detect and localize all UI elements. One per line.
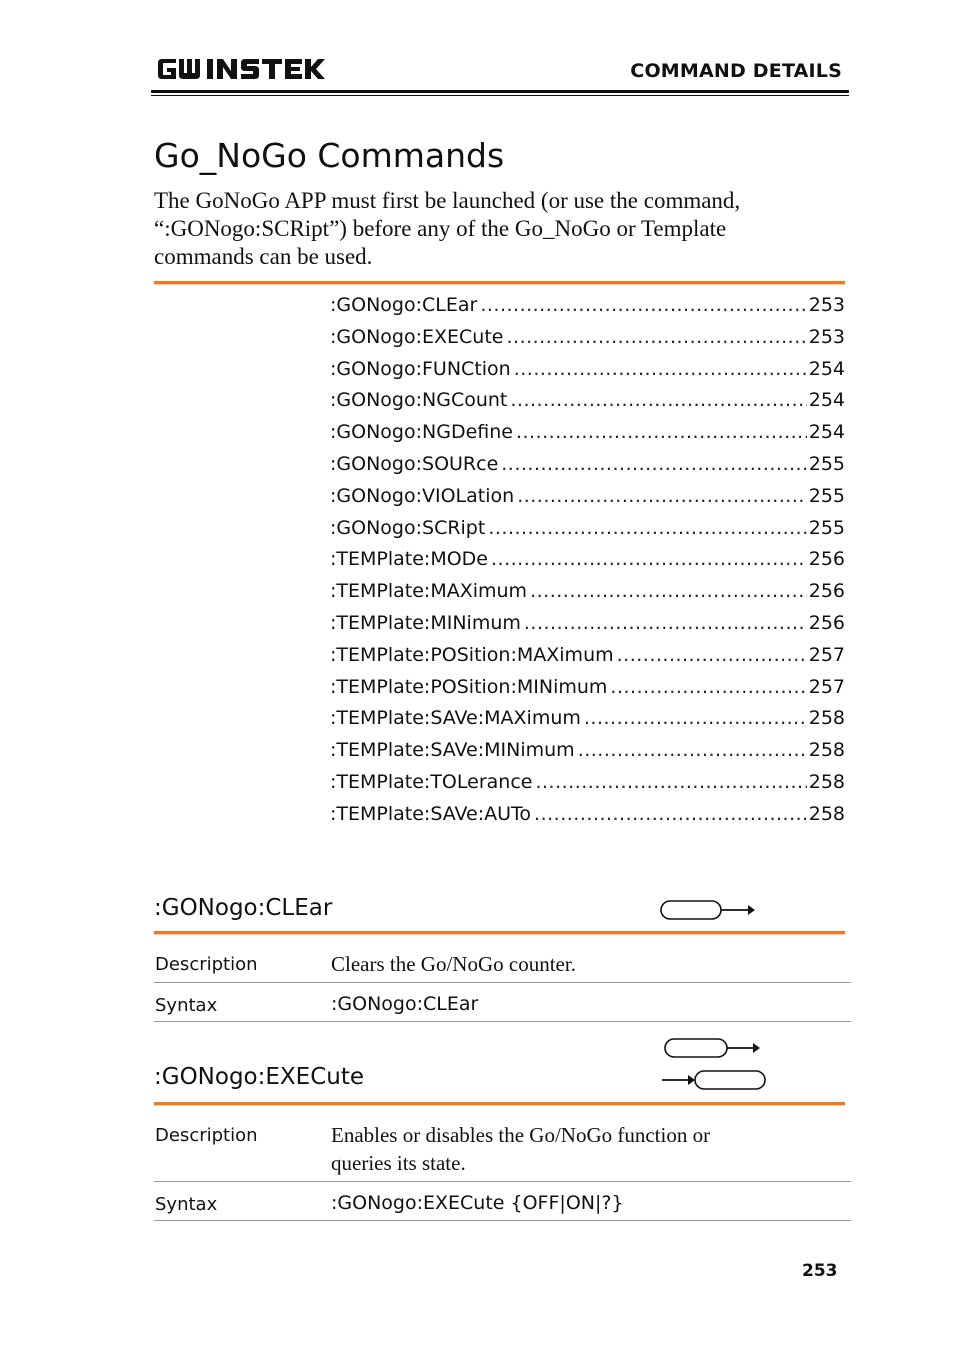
toc-page-number: 256 [808, 611, 845, 634]
toc-leader-dots [506, 326, 806, 348]
toc-entry[interactable] [330, 294, 845, 326]
toc-page-number: 255 [808, 452, 845, 475]
toc-command: :TEMPlate:TOLerance [330, 770, 533, 793]
toc-command: :TEMPlate:POSition:MAXimum [330, 643, 614, 666]
toc-leader-dots [488, 517, 806, 539]
toc-leader-dots [610, 676, 806, 698]
row-divider [154, 982, 851, 983]
syntax-label: Syntax [155, 1194, 218, 1215]
toc-leader-dots [535, 771, 806, 793]
toc-entry[interactable] [330, 485, 845, 517]
toc-entry[interactable] [330, 517, 845, 549]
toc-entry[interactable] [330, 421, 845, 453]
syntax-text: :GONogo:EXECute {OFF|ON|?} [331, 1192, 624, 1214]
toc-command: :TEMPlate:SAVe:MINimum [330, 739, 575, 762]
page-number: 253 [802, 1261, 838, 1281]
header-rule-thin [151, 95, 849, 96]
toc-command: :TEMPlate:MODe [330, 548, 488, 571]
toc-command: :GONogo:CLEar [330, 294, 478, 316]
command-heading-clear: :GONogo:CLEar [154, 895, 333, 921]
intro-paragraph: The GoNoGo APP must first be launched (or use the command, “:GONogo:SCRipt”) before any of the Go_NoGo or Template commands can be used. [154, 188, 741, 269]
toc-entry[interactable] [330, 326, 845, 358]
toc-command: :GONogo:FUNCtion [330, 357, 511, 380]
toc-entry[interactable] [330, 548, 845, 580]
brand-logo [156, 56, 326, 82]
toc-page-number: 258 [808, 739, 845, 762]
toc-entry[interactable] [330, 707, 845, 739]
toc-command: :TEMPlate:SAVe:AUTo [330, 802, 532, 825]
toc-page-number: 254 [808, 357, 845, 380]
toc-entry[interactable] [330, 803, 845, 835]
row-divider [154, 1181, 851, 1182]
toc-entry[interactable] [330, 389, 845, 421]
syntax-label: Syntax [155, 995, 218, 1016]
section-rule-clear [154, 931, 845, 935]
toc-command: :GONogo:EXECute [330, 325, 504, 348]
toc-command: :GONogo:NGDefine [330, 421, 513, 444]
toc-entry[interactable] [330, 771, 845, 803]
description-label: Description [155, 954, 258, 975]
header-rule [151, 90, 849, 93]
toc-leader-dots [534, 803, 807, 825]
toc-leader-dots [617, 644, 807, 666]
toc-page-number: 255 [808, 516, 845, 539]
toc-entry[interactable] [330, 358, 845, 390]
toc-leader-dots [514, 358, 807, 380]
toc-entry[interactable] [330, 612, 845, 644]
toc-leader-dots [510, 389, 806, 411]
description-label: Description [155, 1125, 258, 1146]
toc-page-number: 256 [808, 580, 845, 603]
row-divider [154, 1220, 851, 1221]
page-title: Go_NoGo Commands [154, 136, 505, 175]
command-index [330, 294, 845, 835]
description-text-line2: queries its state. [331, 1151, 466, 1175]
toc-entry[interactable] [330, 739, 845, 771]
toc-leader-dots [584, 707, 807, 729]
query-icon [660, 1068, 768, 1096]
toc-leader-dots [491, 548, 807, 570]
toc-page-number: 255 [808, 484, 845, 507]
command-heading-execute: :GONogo:EXECute [154, 1064, 364, 1090]
toc-page-number: 253 [808, 294, 845, 316]
toc-entry[interactable] [330, 453, 845, 485]
section-label: COMMAND DETAILS [630, 60, 842, 82]
toc-command: :TEMPlate:MAXimum [330, 580, 528, 603]
toc-page-number: 258 [808, 770, 845, 793]
toc-page-number: 258 [808, 707, 845, 730]
toc-command: :GONogo:VIOLation [330, 484, 515, 507]
toc-command: :TEMPlate:POSition:MINimum [330, 675, 608, 698]
toc-command: :GONogo:SOURce [330, 452, 499, 475]
toc-command: :TEMPlate:SAVe:MAXimum [330, 707, 581, 730]
set-icon [660, 898, 756, 926]
toc-page-number: 258 [808, 802, 845, 825]
row-divider [154, 1021, 851, 1022]
toc-entry[interactable] [330, 644, 845, 676]
toc-leader-dots [480, 294, 806, 316]
toc-page-number: 254 [808, 421, 845, 444]
toc-page-number: 257 [808, 643, 845, 666]
description-text-line1: Enables or disables the Go/NoGo function or [331, 1123, 711, 1147]
toc-entry[interactable] [330, 676, 845, 708]
toc-leader-dots [517, 485, 807, 507]
intro-rule [154, 281, 845, 285]
gw-instek-logo [156, 56, 326, 82]
toc-page-number: 256 [808, 548, 845, 571]
toc-leader-dots [501, 453, 806, 475]
toc-page-number: 257 [808, 675, 845, 698]
description-text: Clears the Go/NoGo counter. [331, 952, 576, 976]
toc-leader-dots [578, 739, 807, 761]
toc-leader-dots [516, 421, 807, 443]
set-icon [664, 1036, 762, 1064]
toc-entry[interactable] [330, 580, 845, 612]
toc-page-number: 254 [808, 389, 845, 412]
toc-command: :GONogo:NGCount [330, 389, 508, 412]
toc-command: :TEMPlate:MINimum [330, 611, 521, 634]
toc-leader-dots [524, 612, 807, 634]
toc-command: :GONogo:SCRipt [330, 516, 486, 539]
toc-leader-dots [530, 580, 807, 602]
section-rule-execute [154, 1102, 845, 1106]
syntax-text: :GONogo:CLEar [331, 993, 479, 1015]
toc-page-number: 253 [808, 325, 845, 348]
